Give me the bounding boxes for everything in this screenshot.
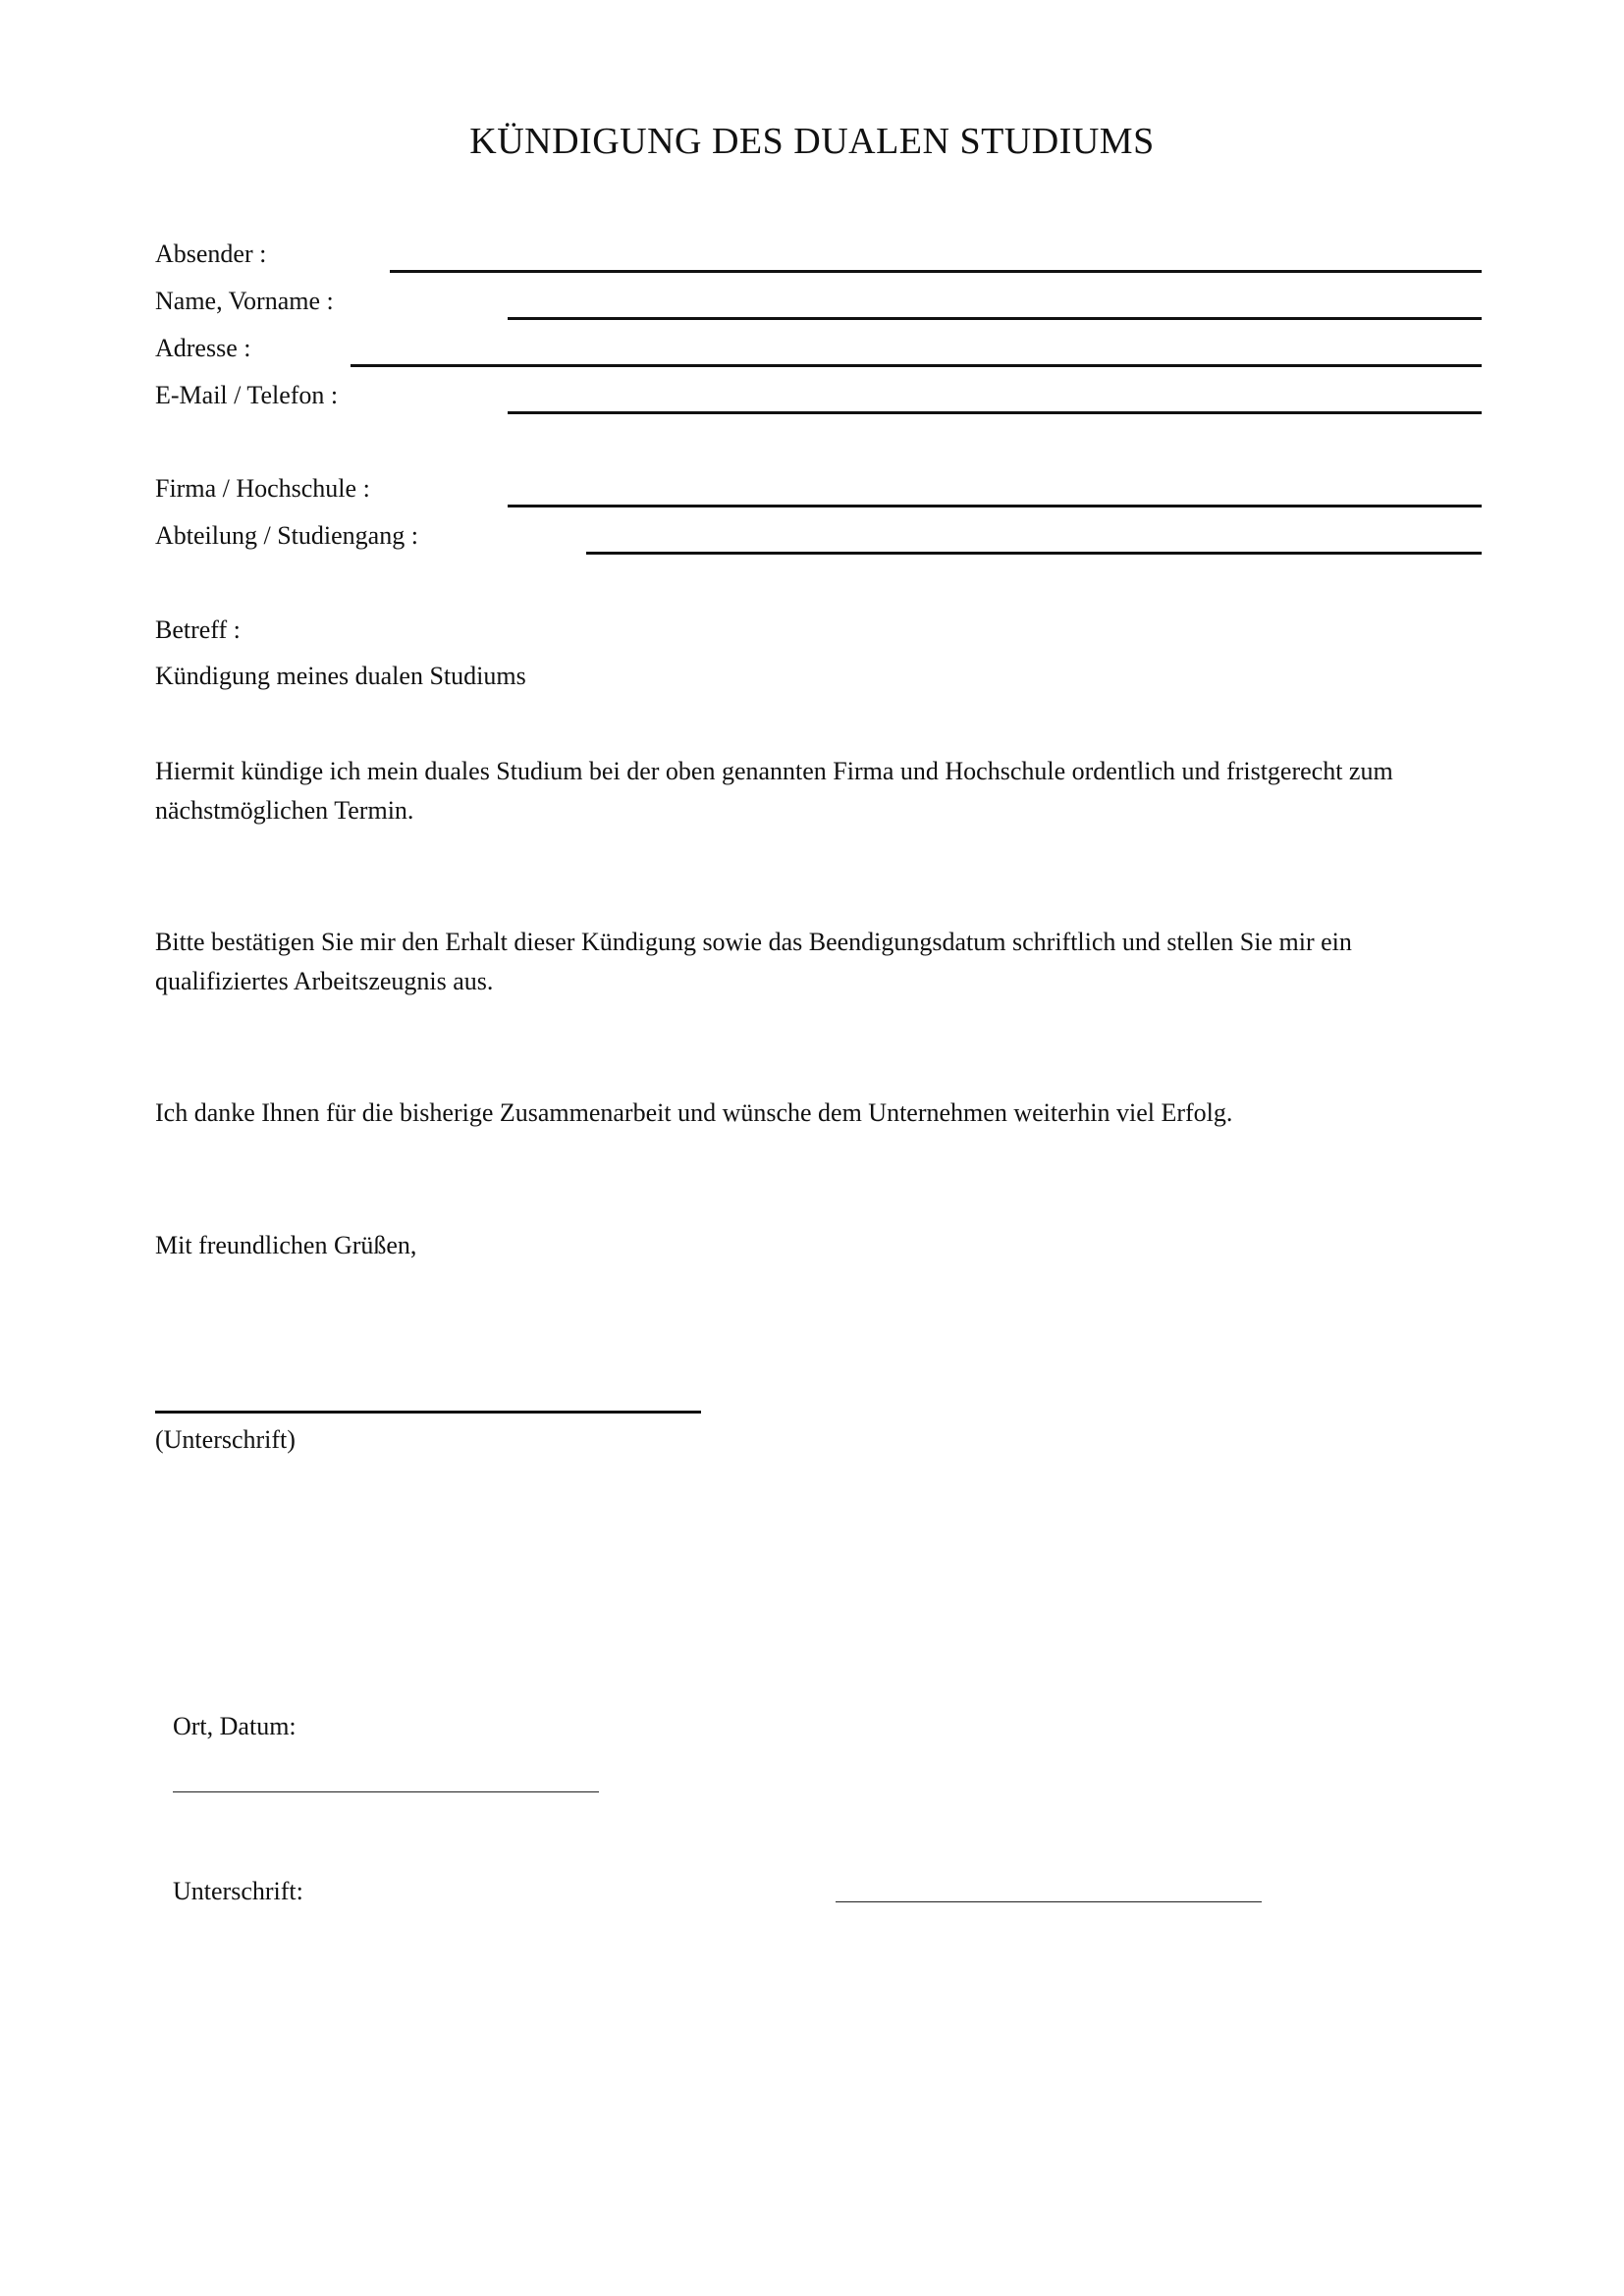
absender-label: Absender : bbox=[155, 240, 267, 268]
signature-line[interactable] bbox=[155, 1411, 701, 1414]
abteilung-line[interactable] bbox=[586, 552, 1482, 555]
signature-caption: (Unterschrift) bbox=[155, 1425, 296, 1454]
unterschrift-label: Unterschrift: bbox=[173, 1877, 303, 1905]
adresse-line[interactable] bbox=[351, 364, 1482, 367]
name-label: Name, Vorname : bbox=[155, 287, 334, 315]
abteilung-label: Abteilung / Studiengang : bbox=[155, 521, 418, 550]
closing-text: Mit freundlichen Grüßen, bbox=[155, 1231, 417, 1259]
adresse-label: Adresse : bbox=[155, 334, 251, 362]
unterschrift-line[interactable] bbox=[836, 1901, 1262, 1902]
document-title: KÜNDIGUNG DES DUALEN STUDIUMS bbox=[469, 121, 1155, 162]
body-paragraph-3: Ich danke Ihnen für die bisherige Zusammenarbeit und wünsche dem Unternehmen weiterhin viel Erfolg. bbox=[155, 1098, 1233, 1127]
name-line[interactable] bbox=[508, 317, 1482, 320]
betreff-label: Betreff : bbox=[155, 615, 241, 644]
kontakt-label: E-Mail / Telefon : bbox=[155, 381, 339, 409]
body-paragraph-2: Bitte bestätigen Sie mir den Erhalt dieser Kündigung sowie das Beendigungsdatum schriftlich und stellen Sie mir ein qualifiziertes Arbeitszeugnis aus. bbox=[155, 928, 1352, 995]
body-paragraph-1: Hiermit kündige ich mein duales Studium bei der oben genannten Firma und Hochschule ordentlich und fristgerecht zum nächstmöglichen Termin. bbox=[155, 757, 1393, 825]
kontakt-line[interactable] bbox=[508, 411, 1482, 414]
firma-line[interactable] bbox=[508, 505, 1482, 507]
betreff-value: Kündigung meines dualen Studiums bbox=[155, 662, 526, 690]
firma-label: Firma / Hochschule : bbox=[155, 474, 370, 503]
absender-line[interactable] bbox=[390, 270, 1482, 273]
ort-datum-line[interactable] bbox=[173, 1791, 599, 1792]
ort-datum-label: Ort, Datum: bbox=[173, 1712, 297, 1740]
